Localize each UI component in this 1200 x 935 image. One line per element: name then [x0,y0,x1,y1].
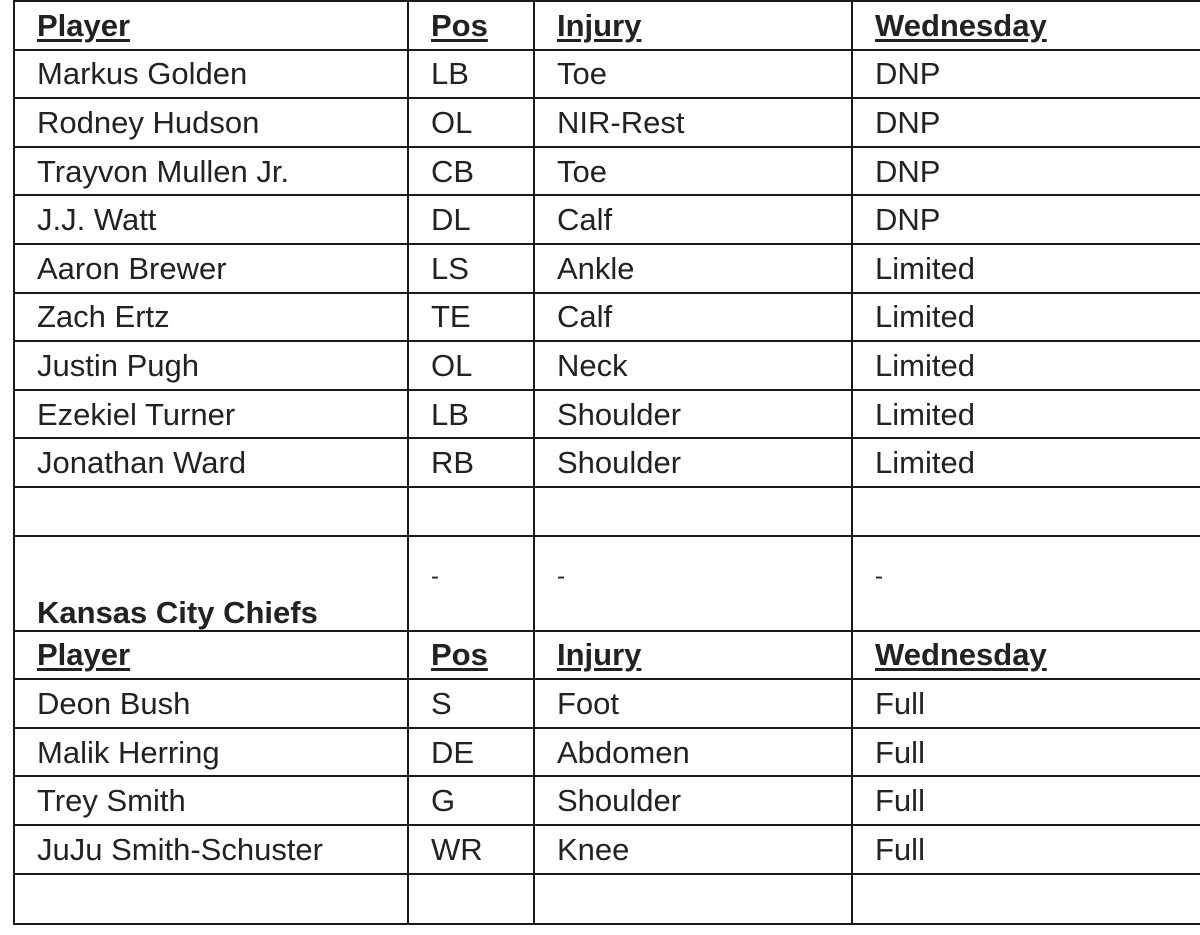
player-cell: Justin Pugh [14,341,408,390]
injury-cell: Abdomen [534,728,852,777]
status-cell: Limited [852,341,1200,390]
injury-cell: Toe [534,50,852,99]
status-cell: DNP [852,195,1200,244]
player-cell: Malik Herring [14,728,408,777]
pos-cell: OL [408,341,534,390]
header-row [14,1,1200,50]
injury-cell: NIR-Rest [534,98,852,147]
table-row [14,438,1200,487]
dash-cell: - [534,536,852,631]
header-wednesday: Wednesday [852,631,1200,680]
status-cell: Full [852,825,1200,874]
pos-cell: LB [408,390,534,439]
player-cell: Trayvon Mullen Jr. [14,147,408,196]
table-row [14,825,1200,874]
header-row [14,631,1200,680]
header-pos: Pos [408,1,534,50]
table-row [14,776,1200,825]
player-cell: JuJu Smith-Schuster [14,825,408,874]
blank-row [14,487,1200,536]
injury-cell: Shoulder [534,390,852,439]
injury-cell: Calf [534,293,852,342]
status-cell: DNP [852,98,1200,147]
pos-cell: WR [408,825,534,874]
pos-cell: CB [408,147,534,196]
table-row [14,244,1200,293]
dash-cell: - [852,536,1200,631]
injury-cell: Calf [534,195,852,244]
table-row [14,195,1200,244]
pos-cell: TE [408,293,534,342]
injury-cell: Shoulder [534,776,852,825]
header-wednesday: Wednesday [852,1,1200,50]
header-player: Player [14,631,408,680]
status-cell: DNP [852,50,1200,99]
table-row [14,50,1200,99]
status-cell: Full [852,776,1200,825]
pos-cell: G [408,776,534,825]
injury-report-table [13,0,1200,925]
table-row [14,341,1200,390]
status-cell: DNP [852,147,1200,196]
pos-cell: OL [408,98,534,147]
table-row [14,679,1200,728]
status-cell: Full [852,728,1200,777]
table-row [14,98,1200,147]
table-row [14,293,1200,342]
injury-cell: Knee [534,825,852,874]
status-cell: Full [852,679,1200,728]
dash-cell: - [408,536,534,631]
team-row [14,536,1200,631]
pos-cell: LS [408,244,534,293]
pos-cell: DL [408,195,534,244]
player-cell: Deon Bush [14,679,408,728]
status-cell: Limited [852,293,1200,342]
player-cell: Aaron Brewer [14,244,408,293]
header-player: Player [14,1,408,50]
status-cell: Limited [852,244,1200,293]
pos-cell: RB [408,438,534,487]
player-cell: Markus Golden [14,50,408,99]
injury-cell: Foot [534,679,852,728]
header-injury: Injury [534,631,852,680]
injury-cell: Neck [534,341,852,390]
header-injury: Injury [534,1,852,50]
player-cell: Trey Smith [14,776,408,825]
status-cell: Limited [852,390,1200,439]
header-pos: Pos [408,631,534,680]
player-cell: Jonathan Ward [14,438,408,487]
player-cell: Zach Ertz [14,293,408,342]
pos-cell: S [408,679,534,728]
player-cell: Ezekiel Turner [14,390,408,439]
player-cell: J.J. Watt [14,195,408,244]
table-row [14,147,1200,196]
injury-cell: Toe [534,147,852,196]
table-row [14,390,1200,439]
table-row [14,728,1200,777]
pos-cell: DE [408,728,534,777]
injury-cell: Ankle [534,244,852,293]
blank-row [14,874,1200,924]
pos-cell: LB [408,50,534,99]
injury-cell: Shoulder [534,438,852,487]
status-cell: Limited [852,438,1200,487]
team-name: Kansas City Chiefs [14,536,408,631]
player-cell: Rodney Hudson [14,98,408,147]
